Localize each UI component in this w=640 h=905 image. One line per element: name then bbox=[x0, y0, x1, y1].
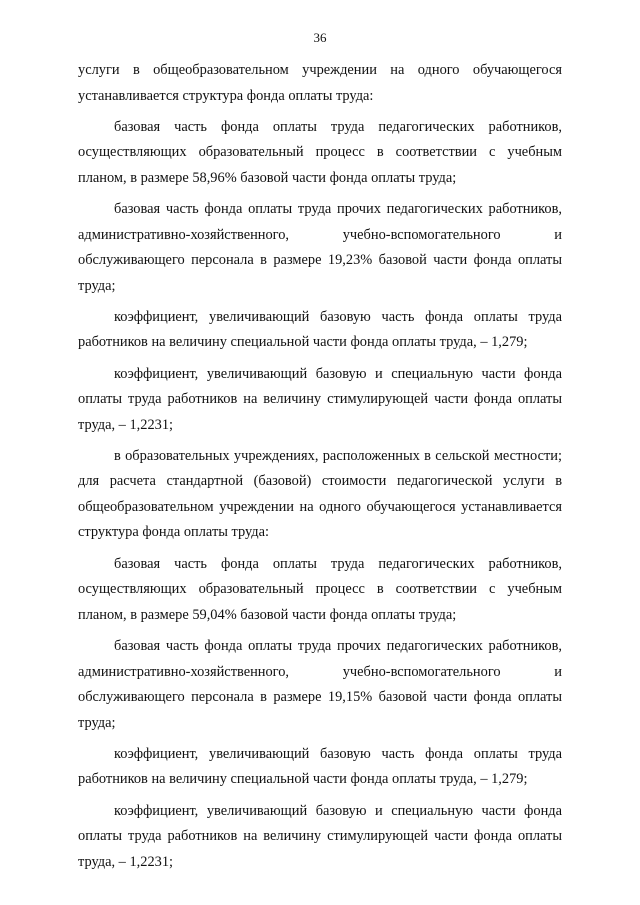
page-number: 36 bbox=[313, 30, 327, 45]
paragraph-3: базовая часть фонда оплаты труда прочих педагогических работников, административно-хозяйственного, учебно-вспомогательного и обслуживающего персонала в размере 19,23% базовой части фонда оплаты труда; bbox=[78, 201, 562, 294]
paragraph-1: услуги в общеобразовательном учреждении на одного обучающегося устанавливается структура фонда оплаты труда: bbox=[78, 62, 562, 104]
paragraph-2: базовая часть фонда оплаты труда педагогических работников, осуществляющих образовательный процесс в соответствии с учебным планом, в размере 58,96% базовой части фонда оплаты труда; bbox=[78, 118, 562, 186]
paragraph-9: коэффициент, увеличивающий базовую часть фонда оплаты труда работников на величину специальной части фонда оплаты труда, – 1,279; bbox=[78, 745, 562, 788]
document-body bbox=[78, 58, 562, 881]
paragraph-5: коэффициент, увеличивающий базовую и специальную части фонда оплаты труда работников на величину стимулирующей части фонда оплаты труда, – 1,2231; bbox=[78, 365, 562, 433]
paragraph-7: базовая часть фонда оплаты труда педагогических работников, осуществляющих образовательный процесс в соответствии с учебным планом, в размере 59,04% базовой части фонда оплаты труда; bbox=[78, 555, 562, 623]
paragraph-6: в образовательных учреждениях, расположенных в сельской местности; для расчета стандартной (базовой) стоимости педагогической услуги в общеобразовательном учреждении на одного обучающегося устанавливается структура фонда оплаты труда: bbox=[78, 447, 562, 541]
paragraph-4: коэффициент, увеличивающий базовую часть фонда оплаты труда работников на величину специальной части фонда оплаты труда, – 1,279; bbox=[78, 308, 562, 351]
paragraph-8: базовая часть фонда оплаты труда прочих педагогических работников, административно-хозяйственного, учебно-вспомогательного и обслуживающего персонала в размере 19,15% базовой части фонда оплаты труда; bbox=[78, 638, 562, 731]
paragraph-10: коэффициент, увеличивающий базовую и специальную части фонда оплаты труда работников на величину стимулирующей части фонда оплаты труда, – 1,2231; bbox=[78, 802, 562, 870]
